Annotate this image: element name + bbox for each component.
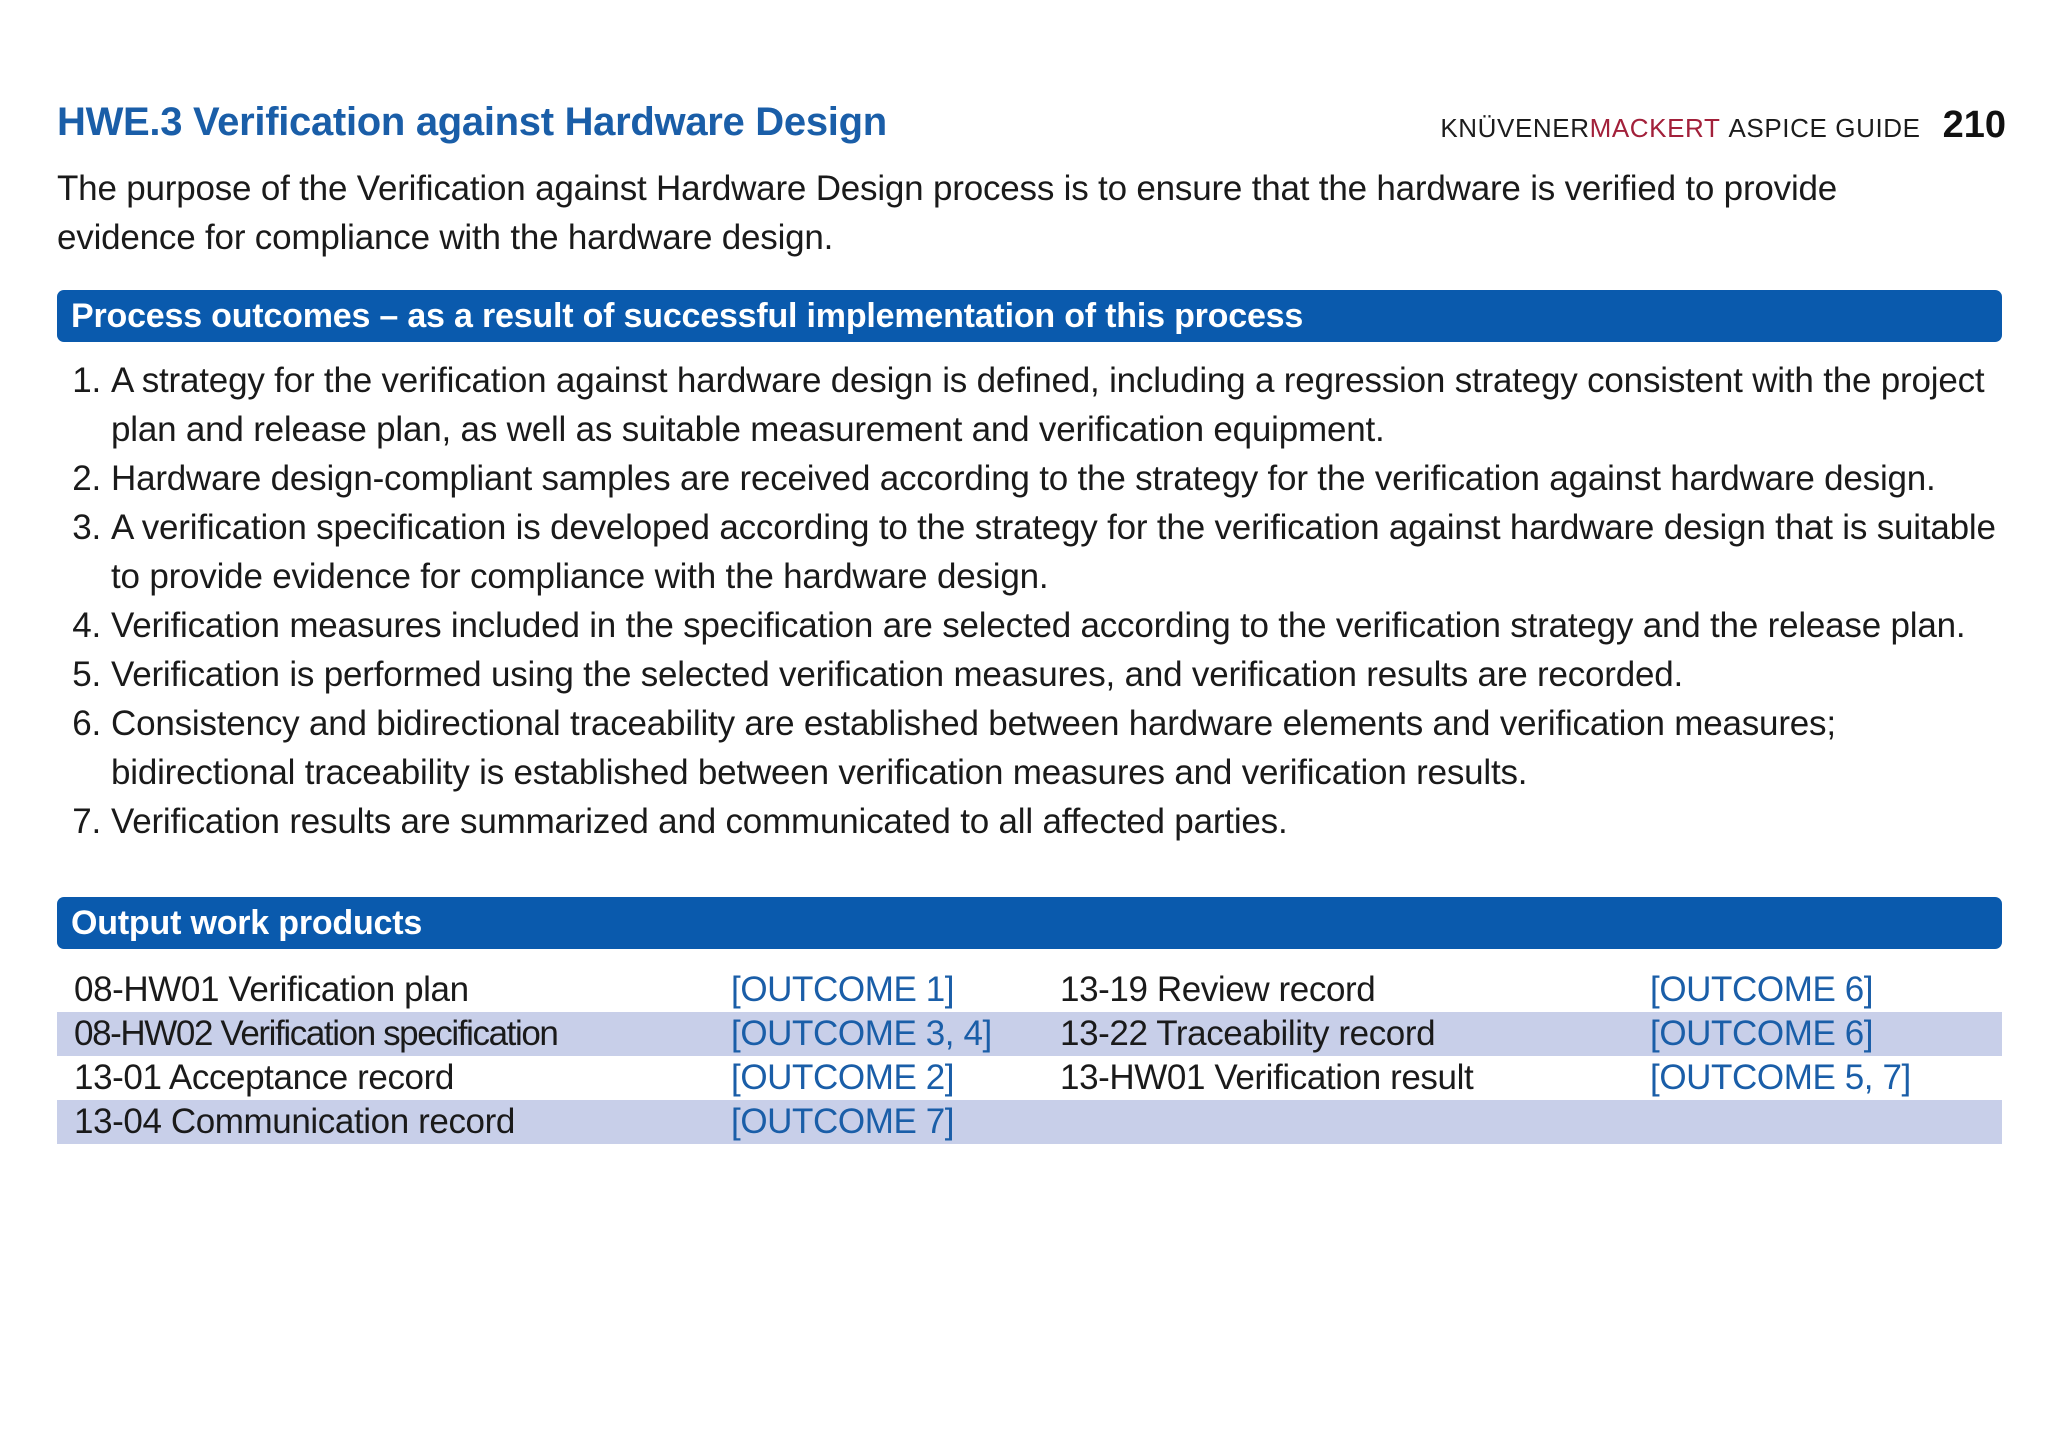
outcome-reference: [OUTCOME 2]: [731, 1058, 955, 1097]
outcome-number: 6.: [72, 704, 101, 743]
brand-logo: [1440, 113, 1920, 144]
process-outcomes-heading: Process outcomes – as a result of successful implementation of this process: [57, 290, 2002, 342]
work-product-name: 08-HW02 Verification specification: [57, 1012, 731, 1056]
outcome-text: Verification measures included in the specification are selected according to the verification strategy and the release plan.: [111, 606, 1966, 645]
outcome-number: 1.: [72, 361, 101, 400]
outcome-reference: [OUTCOME 6]: [1650, 970, 1874, 1009]
outcome-item: [57, 454, 2002, 503]
outcome-text: Consistency and bidirectional traceability are established between hardware elements and verification measures; bidirectional traceability is established between verification measures and verification results.: [111, 704, 1836, 792]
brand-guide-label: ASPICE GUIDE: [1728, 113, 1921, 143]
work-product-name: 13-01 Acceptance record: [74, 1058, 454, 1097]
table-row: [57, 1012, 2002, 1056]
table-row: [57, 1056, 2002, 1100]
outcome-text: A verification specification is developed according to the strategy for the verification against hardware design that is suitable to provide evidence for compliance with the hardware design.: [111, 508, 1996, 596]
outcome-reference: [OUTCOME 3, 4]: [731, 1012, 1060, 1056]
work-product-name: 08-HW01 Verification plan: [74, 970, 469, 1009]
work-product-name: [1060, 1100, 1650, 1144]
outcome-text: A strategy for the verification against hardware design is defined, including a regression strategy consistent with the project plan and release plan, as well as suitable measurement and verification equipment.: [111, 361, 1985, 449]
outcome-number: 3.: [72, 508, 101, 547]
outcome-item: [57, 601, 2002, 650]
outcome-item: [57, 503, 2002, 601]
table-row: [57, 968, 2002, 1012]
brand-name-second: MACKERT: [1589, 113, 1721, 143]
outcome-number: 7.: [72, 802, 101, 841]
outcome-number: 5.: [72, 655, 101, 694]
outcome-number: 2.: [72, 459, 101, 498]
outcome-number: 4.: [72, 606, 101, 645]
table-row: [57, 1100, 2002, 1144]
purpose-paragraph: The purpose of the Verification against Hardware Design process is to ensure that the hardware is verified to provide evidence for compliance with the hardware design.: [57, 169, 1838, 257]
outcome-reference: [OUTCOME 6]: [1650, 1012, 2002, 1056]
outcome-item: [57, 356, 2002, 454]
outcome-text: Hardware design-compliant samples are received according to the strategy for the verification against hardware design.: [111, 459, 1936, 498]
outcome-text: Verification is performed using the selected verification measures, and verification results are recorded.: [111, 655, 1684, 694]
outcome-list: [57, 356, 2002, 846]
page-number: 210: [1942, 104, 2006, 146]
work-products-table: [57, 968, 2002, 1144]
work-product-name: 13-19 Review record: [1060, 970, 1376, 1009]
page-title: HWE.3 Verification against Hardware Design: [57, 100, 887, 144]
outcome-reference: [OUTCOME 1]: [731, 970, 955, 1009]
outcome-item: [57, 797, 2002, 846]
work-product-name: 13-HW01 Verification result: [1060, 1058, 1474, 1097]
brand-name-first: KNÜVENER: [1440, 113, 1590, 143]
outcome-reference: [OUTCOME 5, 7]: [1650, 1058, 1911, 1097]
outcome-reference: [OUTCOME 7]: [731, 1100, 1060, 1144]
brand-header: [1440, 104, 2006, 147]
outcome-item: [57, 650, 2002, 699]
outcome-reference: [1650, 1100, 2002, 1144]
outcome-text: Verification results are summarized and communicated to all affected parties.: [111, 802, 1288, 841]
work-product-name: 13-22 Traceability record: [1060, 1012, 1650, 1056]
outcome-item: [57, 699, 2002, 797]
work-product-name: 13-04 Communication record: [57, 1100, 731, 1144]
output-work-products-heading: Output work products: [57, 897, 2002, 949]
